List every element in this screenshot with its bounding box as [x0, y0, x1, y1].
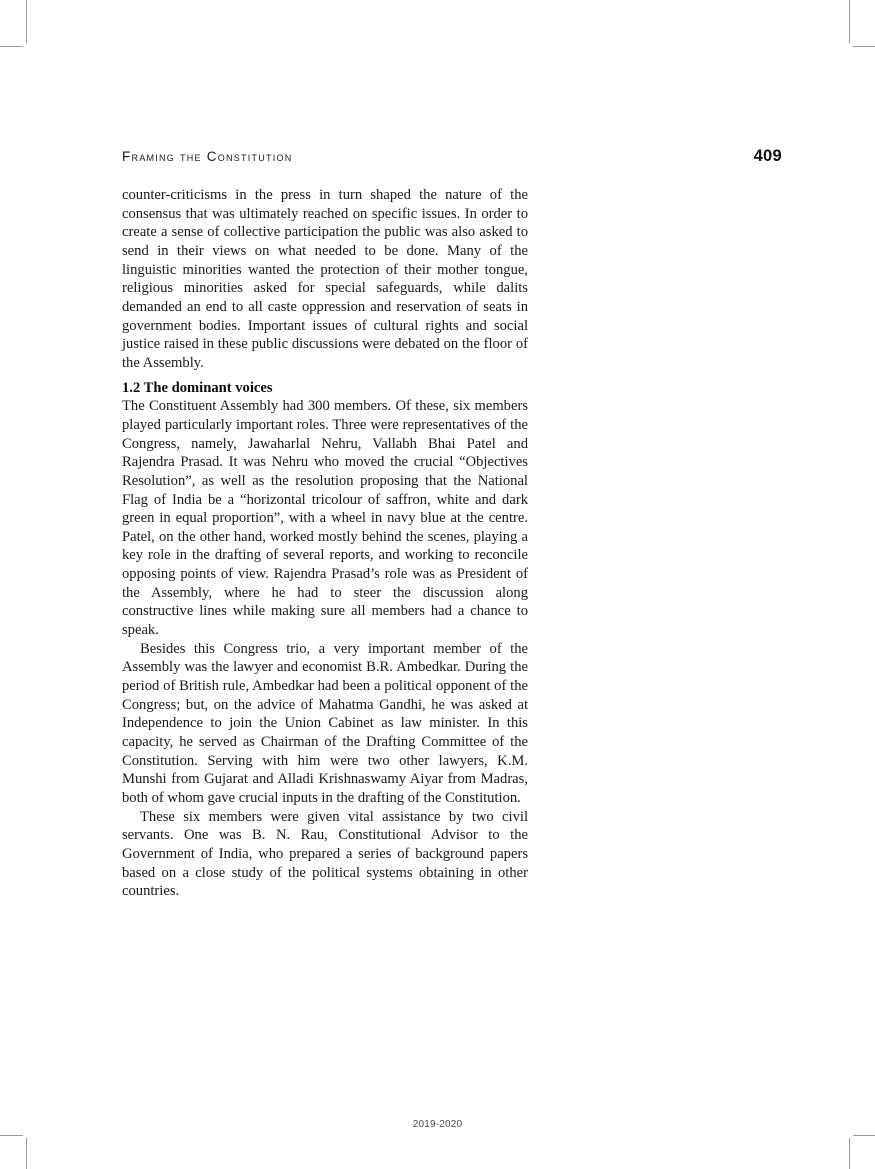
crop-mark-top-right-vertical	[849, 0, 850, 43]
page-number: 409	[753, 147, 782, 165]
running-head	[122, 147, 782, 166]
page-footer: 2019-2020	[412, 1119, 463, 1130]
crop-mark-top-left-vertical	[26, 0, 27, 43]
crop-mark-bottom-left-vertical	[26, 1138, 27, 1169]
crop-mark-bottom-left-horizontal	[0, 1135, 23, 1136]
crop-mark-top-left-horizontal	[0, 46, 23, 47]
body-paragraph: Besides this Congress trio, a very important member of the Assembly was the lawyer and economist B.R. Ambedkar. During the period of British rule, Ambedkar had been a political opponent of the Congress; but, on the advice of Mahatma Gandhi, he was asked at Independence to join the Union Cabinet as law minister. In this capacity, he served as Chairman of the Drafting Committee of the Constitution. Serving with him were two other lawyers, K.M. Munshi from Gujarat and Alladi Krishnaswamy Aiyar from Madras, both of whom gave crucial inputs in the drafting of the Constitution.	[122, 640, 528, 806]
crop-mark-bottom-right-vertical	[849, 1138, 850, 1169]
body-paragraph: The Constituent Assembly had 300 members. Of these, six members played particularly important roles. Three were representatives of the Congress, namely, Jawaharlal Nehru, Vallabh Bhai Patel and Rajendra Prasad. It was Nehru who moved the crucial “Objectives Resolution”, as well as the resolution proposing that the National Flag of India be a “horizontal tricolour of saffron, white and dark green in equal proportion”, with a wheel in navy blue at the centre. Patel, on the other hand, worked mostly behind the scenes, playing a key role in the drafting of several reports, and working to reconcile opposing points of view. Rajendra Prasad’s role was as President of the Assembly, where he had to steer the discussion along constructive lines while making sure all members had a chance to speak.	[122, 398, 528, 639]
body-paragraph: counter-criticisms in the press in turn shaped the nature of the consensus that was ultimately reached on specific issues. In order to create a sense of collective participation the public was also asked to send in their views on what needed to be done. Many of the linguistic minorities wanted the protection of their mother tongue, religious minorities asked for special safeguards, while dalits demanded an end to all caste oppression and reservation of seats in government bodies. Important issues of cultural rights and social justice raised in these public discussions were debated on the floor of the Assembly.	[122, 187, 528, 371]
body-paragraph: These six members were given vital assistance by two civil servants. One was B. N. Rau, Constitutional Advisor to the Government of India, who prepared a series of background papers based on a close study of the political systems obtaining in other countries.	[122, 808, 528, 900]
crop-mark-top-right-horizontal	[853, 46, 875, 47]
section-heading: 1.2 The dominant voices	[122, 379, 273, 396]
crop-mark-bottom-right-horizontal	[853, 1135, 875, 1136]
chapter-title: Framing the Constitution	[122, 149, 293, 164]
text-column	[122, 186, 528, 901]
